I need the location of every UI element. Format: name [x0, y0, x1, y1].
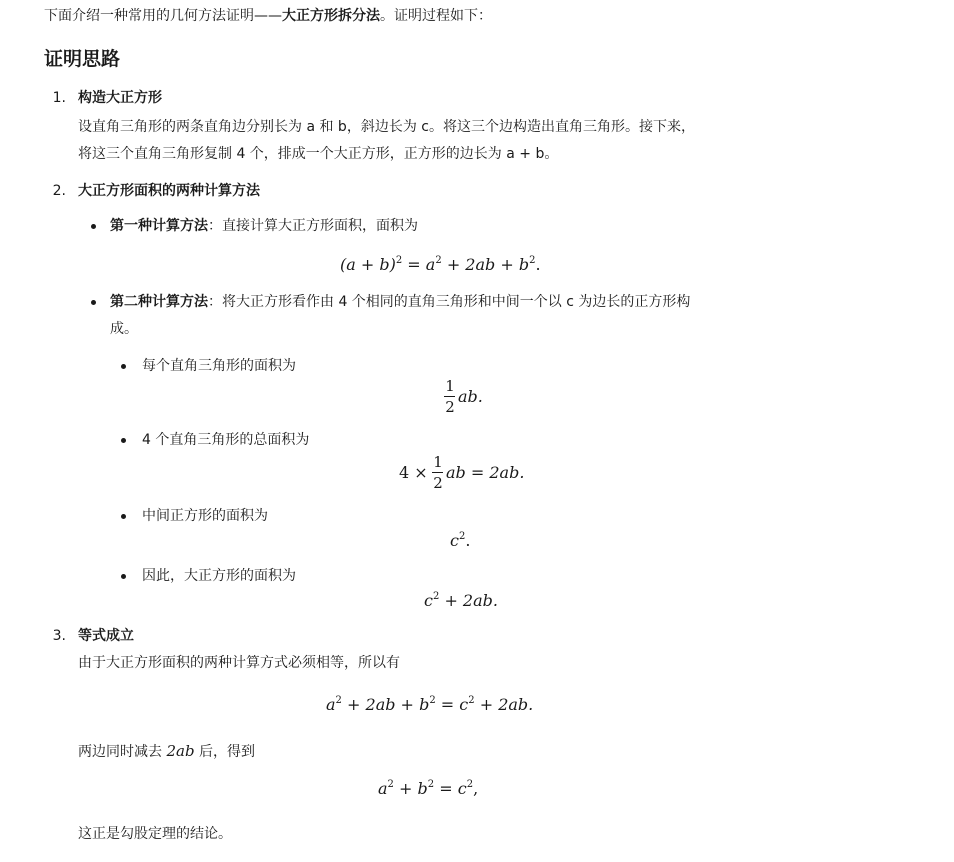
- eq1-equals: =: [440, 695, 455, 714]
- sub-4-after: + 2ab.: [444, 591, 498, 610]
- bullet-sub-1: [121, 364, 126, 369]
- intro-method: 大正方形拆分法: [282, 8, 380, 24]
- step-3-line-1: 由于大正方形面积的两种计算方式必须相等，所以有: [78, 655, 400, 671]
- eq1-c: c: [459, 695, 469, 714]
- conclusion: 这正是勾股定理的结论。: [78, 826, 232, 842]
- sub-3-exp: 2: [458, 531, 466, 542]
- eq2-b: b: [417, 779, 428, 798]
- sub-4-formula: [424, 590, 498, 612]
- bullet-sub-3: [121, 514, 126, 519]
- formula-b-exp: 2: [529, 255, 536, 266]
- intro-prefix: 下面介绍一种常用的几何方法证明——: [44, 8, 282, 24]
- sub-1-denominator: 2: [445, 398, 455, 416]
- step-3-title: 等式成立: [78, 628, 134, 644]
- sub-2-fraction-bar: [432, 472, 443, 473]
- sub-4-exp: 2: [432, 591, 440, 602]
- line2-math: 2ab: [166, 742, 195, 760]
- eq2-plus: +: [399, 779, 413, 798]
- intro-line: [44, 6, 492, 26]
- sub-3-after: .: [465, 531, 471, 550]
- sub-2-text: 4 个直角三角形的总面积为: [142, 432, 310, 448]
- eq2-a-exp: 2: [387, 779, 394, 790]
- sub-1-after-text: ab.: [458, 387, 483, 406]
- formula-mid: + 2ab +: [446, 255, 514, 274]
- eq2-c: c: [457, 779, 467, 798]
- bullet-method-1: [91, 224, 96, 229]
- bullet-sub-4: [121, 574, 126, 579]
- formula-big-square-area: $(a + b)^2 = a^2 + 2ab + b^2$.: [340, 255, 541, 274]
- eq1-mid: + 2ab +: [347, 695, 414, 714]
- sub-2-denominator: 2: [433, 474, 443, 492]
- step-1-number: 1.: [52, 90, 66, 106]
- method-1-label: 第一种计算方法: [110, 218, 208, 234]
- eq1-c-exp: 2: [468, 695, 475, 706]
- step-1-line-2: 将这三个直角三角形复制 4 个，排成一个大正方形，正方形的边长为 a + b。: [78, 146, 559, 162]
- method-1-line: [110, 216, 418, 236]
- sub-2-numerator: 1: [433, 453, 443, 471]
- sub-1-after: [458, 386, 483, 408]
- sub-2-before: 4 ×: [399, 463, 428, 482]
- sub-4-base: c: [424, 591, 433, 610]
- eq2-b-exp: 2: [427, 779, 435, 790]
- eq2-end: ,: [473, 779, 479, 798]
- sub-1-numerator: 1: [445, 377, 455, 395]
- formula-a: a: [425, 255, 436, 274]
- sub-1-text: 每个直角三角形的面积为: [142, 358, 296, 374]
- formula-lhs: (a + b): [340, 255, 396, 274]
- eq1-a: a: [326, 695, 336, 714]
- eq1-b: b: [419, 695, 430, 714]
- sub-3-text: 中间正方形的面积为: [142, 508, 268, 524]
- formula-a-exp: 2: [435, 255, 442, 266]
- eq2-a: a: [378, 779, 388, 798]
- step-2-number: 2.: [52, 183, 66, 199]
- line2-prefix: 两边同时减去: [78, 744, 167, 760]
- sub-1-fraction-bar: [444, 396, 455, 397]
- sub-4-text: 因此，大正方形的面积为: [142, 568, 296, 584]
- sub-3-base: c: [450, 531, 459, 550]
- method-2-text-1: ：将大正方形看作由 4 个相同的直角三角形和中间一个以 c 为边长的正方形构: [208, 294, 691, 310]
- sub-2-after: [446, 462, 524, 484]
- step-3-number: 3.: [52, 628, 66, 644]
- eq1-b-exp: 2: [429, 695, 436, 706]
- eq2-equals: =: [439, 779, 453, 798]
- formula-lhs-exp: 2: [395, 255, 403, 266]
- method-2-line-1: [110, 292, 690, 312]
- bullet-method-2: [91, 300, 96, 305]
- step-2-title: 大正方形面积的两种计算方法: [78, 183, 260, 199]
- method-2-line-2: 成。: [110, 321, 138, 337]
- step-3-line-2: [78, 740, 255, 762]
- method-2-label: 第二种计算方法: [110, 294, 208, 310]
- formula-equality: [326, 694, 533, 716]
- section-heading: 证明思路: [44, 48, 121, 70]
- formula-b: b: [518, 255, 530, 274]
- formula-end: .: [535, 255, 541, 274]
- sub-2-after-text: ab = 2ab.: [446, 463, 525, 482]
- method-1-text: ：直接计算大正方形面积，面积为: [208, 218, 418, 234]
- eq1-a-exp: 2: [335, 695, 342, 706]
- eq1-end: + 2ab.: [479, 695, 534, 714]
- bullet-sub-2: [121, 438, 126, 443]
- step-1-title: 构造大正方形: [78, 90, 162, 106]
- sub-3-formula: [450, 530, 470, 552]
- line2-suffix: 后，得到: [194, 744, 255, 760]
- intro-suffix: 。证明过程如下：: [380, 8, 492, 24]
- formula-pythagorean: [378, 778, 478, 800]
- step-1-line-1: 设直角三角形的两条直角边分别长为 a 和 b，斜边长为 c。将这三个边构造出直角三角形。接下来，: [78, 119, 695, 135]
- eq2-c-exp: 2: [466, 779, 474, 790]
